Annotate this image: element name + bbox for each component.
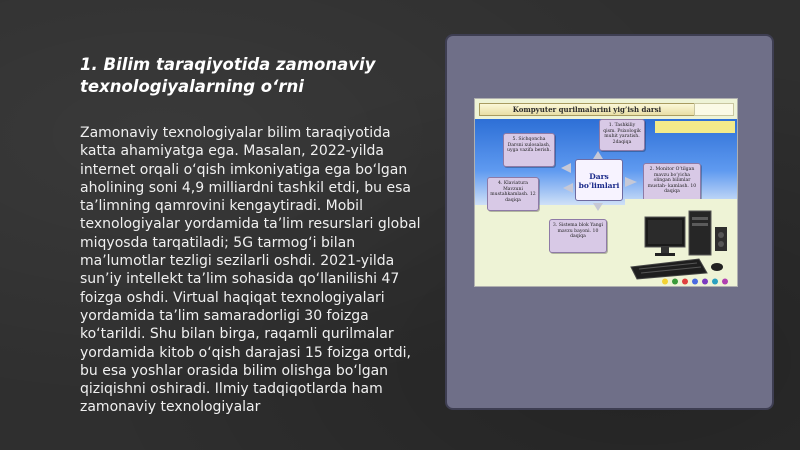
diagram-title: Kompyuter qurilmalarini yig’ish darsi — [479, 103, 695, 116]
lesson-diagram-image — [474, 98, 738, 287]
section-scroll-1: 1. Tashkiliy qism. Psixologik muhit yaratish. 2daqiqa — [599, 119, 645, 151]
section-scroll-3: 3. Sistema blok Yangi mavzu bayoni. 10 daqiqa — [549, 219, 607, 253]
slide-body-text: Zamonaviy texnologiyalar bilim taraqiyotida katta ahamiyatga ega. Masalan, 2022-yilda internet orqali o‘qish imkoniyatiga ega bo‘lgan aholining soni 4,9 milliardni tashkil etdi, bu esa ta’limning qamrovini kengaytiradi. Mobil texnologiyalar yordamida ta’lim resurslari global miqyosda tarqatiladi; 5G tarmog‘i bilan ma’lumotlar tezligi sezilarli oshdi. 2021-yilda sun’iy intellekt ta’lim sohasida qo‘llanilishi 47 foizga oshdi. Virtual haqiqat texnologiyalari yordamida ta’lim samaradorligi 30 foizga ko‘tarildi. Shu bilan birga, raqamli qurilmalar yordamida kitob o‘qish darajasi 15 foizga ortdi, bu esa yoshlar orasida bilim olishga bo‘lgan qiziqishni oshiradi. Ilmiy tadqiqotlarda ham zamonaviy texnologiyalar — [80, 125, 421, 416]
arrow-up — [593, 151, 603, 159]
speaker-icon — [715, 227, 727, 251]
slide-title: 1. Bilim taraqiyotida zamonaviy texnologiyalarning o‘rni — [80, 55, 376, 96]
arrow-left-up — [561, 163, 571, 173]
section-scroll-4: 4. Klaviatura Mavzuni mustahkamlash. 12 daqiqa — [487, 177, 539, 211]
mouse-icon — [711, 263, 723, 271]
diagram-title-extension — [694, 103, 734, 116]
section-scroll-5: 5. Sichqoncha Darsni xulosalash, uyga vazifa berish. — [503, 133, 555, 167]
computer-photo — [625, 199, 737, 285]
arrow-down — [593, 203, 603, 211]
arrow-left — [563, 183, 573, 193]
diagram-yellow-patch — [655, 121, 735, 133]
diagram-center-label: Dars bo'limlari — [575, 159, 623, 201]
navigation-dots — [625, 277, 737, 286]
arrow-right — [625, 177, 637, 187]
section-scroll-2: 2. Monitor O’tilgan mavzu bo’yicha olingan bilimlar mustah- kamlash. 10 daqiqa — [643, 163, 701, 203]
